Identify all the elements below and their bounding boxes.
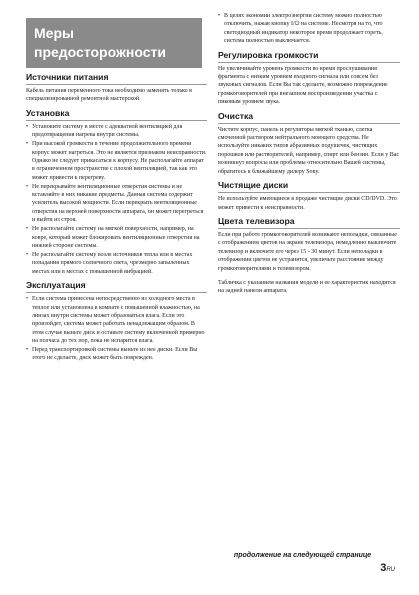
text-power: Кабель питания переменного тока необходимо заменять только в специализированной ремонтной мастерской. — [26, 88, 192, 103]
heading-install: Установка — [26, 108, 207, 121]
list-item: • Перед транспортировкой системы выньте из нее диски. Если Вы этого не сделаете, диск может быть поврежден. — [26, 347, 198, 362]
bullet-icon: • — [26, 226, 29, 233]
page-title-line1: Меры — [34, 25, 74, 41]
page-number-suffix: RU — [386, 567, 395, 573]
section-power — [26, 72, 207, 104]
bullet-icon: • — [26, 251, 29, 258]
heading-volume: Регулировка громкости — [218, 50, 400, 63]
heading-power: Источники питания — [26, 72, 207, 85]
heading-discs: Чистящие диски — [218, 180, 400, 193]
left-column — [26, 72, 207, 367]
section-tv — [218, 216, 400, 273]
bullet-icon: • — [26, 141, 29, 148]
section-discs — [218, 180, 400, 212]
section-install — [26, 108, 207, 276]
heading-operation: Эксплуатация — [26, 280, 207, 293]
heading-cleaning: Очистка — [218, 111, 400, 124]
page-number-value: 3 — [380, 562, 387, 574]
page-title — [26, 18, 202, 68]
list-operation — [26, 295, 207, 363]
right-column — [218, 12, 400, 300]
page-title-line2: предосторожности — [34, 44, 166, 60]
section-cleaning — [218, 111, 400, 176]
section-volume — [218, 50, 400, 107]
text-tv: Если при работе громкоговорителей возникают неполадки, связанные с отображением цветов на экране телевизора, немедленно выключите телевизор и включите его через 15 - 30 минут. Если неполадки в отображении цветов не устранятся, увеличьте расстояние между громкоговорителями и телевизором. — [218, 231, 397, 272]
text-discs: Не используйте имеющиеся в продаже чистящие диски CD/DVD. Это может привести к неисправности. — [218, 196, 397, 211]
list-item: • Не перекрывайте вентиляционные отверстия системы и не вставляйте в них никакие предметы. Данная система содержит усилитель высокой мощности. Если перекрыть вентиляционные отверстия на верхней поверхности аппарата, он может перегреться и выйти из строя. — [26, 183, 204, 224]
bullet-icon: • — [218, 13, 221, 19]
bullet-icon: • — [26, 296, 29, 303]
heading-tv: Цвета телевизора — [218, 216, 400, 229]
text-nameplate: Табличка с указанием названия модели и ее характеристик находится на задней панели аппарата. — [218, 279, 396, 295]
page-number — [380, 562, 395, 574]
list-item: • Не располагайте систему возле источников тепла или в местах попадания прямого солнечного света, чрезмерно запыленных местах или в местах с повышенной вибрацией. — [26, 251, 193, 275]
list-item: • Не располагайте систему на мягкой поверхности, например, на ковре, который может блокировать вентиляционные отверстия на нижней стороне системы. — [26, 226, 200, 249]
bullet-icon: • — [26, 183, 29, 190]
bullet-icon: • — [26, 123, 29, 130]
list-install — [26, 123, 207, 276]
list-item: • Если система принесена непосредственно из холодного места в теплое или установлена в комнате с повышенной влажностью, на линзах внутри системы может образоваться влага. Если это произойдет, система может работать ненадлежащим образом. В этом случае выньте диск и оставьте систему включенной примерно на полчаса до тех пор, пока не испарится влага. — [26, 296, 205, 345]
bullet-icon: • — [26, 347, 29, 354]
continued-note: продолжение на следующей странице — [233, 552, 371, 559]
list-power-save — [218, 12, 400, 46]
text-volume: Не увеличивайте уровень громкости во время прослушивания фрагмента с низким уровнем входного сигнала или совсем без звуковых сигналов. Если Вы так сделаете, возможно повреждение громкоговорителей при внезапном воспроизведении участка с пиковым уровнем звука. — [218, 65, 388, 106]
list-item: • В целях экономии электроэнергии систему можно полностью отключить, нажав кнопку I/⏻ на системе. Несмотря на то, что светодиодный индикатор некоторое время продолжает гореть, система полностью выключается. — [218, 13, 383, 45]
list-item: • При высокой громкости в течение продолжительного времени корпус может нагреться. Это не является признаком неисправности. Однако не следует прикасаться к корпусу. Не располагайте аппарат в ограниченном пространстве с плохой вентиляцией, так как это может привести к перегреву. — [26, 141, 207, 181]
text-cleaning: Чистите корпус, панель и регуляторы мягкой тканью, слегка смоченной раствором нейтрального моющего средства. Не используйте никаких типов абразивных подушечек, чистящих порошков или растворителей, например, спирт или бензин. Если у Вас возникнут вопросы или проблемы относительно Вашей системы, обратитесь к ближайшему дилеру Sony. — [218, 126, 400, 175]
section-operation — [26, 280, 207, 363]
list-item: • Установите систему в месте с адекватной вентиляцией для предотвращения нагрева внутри системы. — [26, 123, 183, 139]
